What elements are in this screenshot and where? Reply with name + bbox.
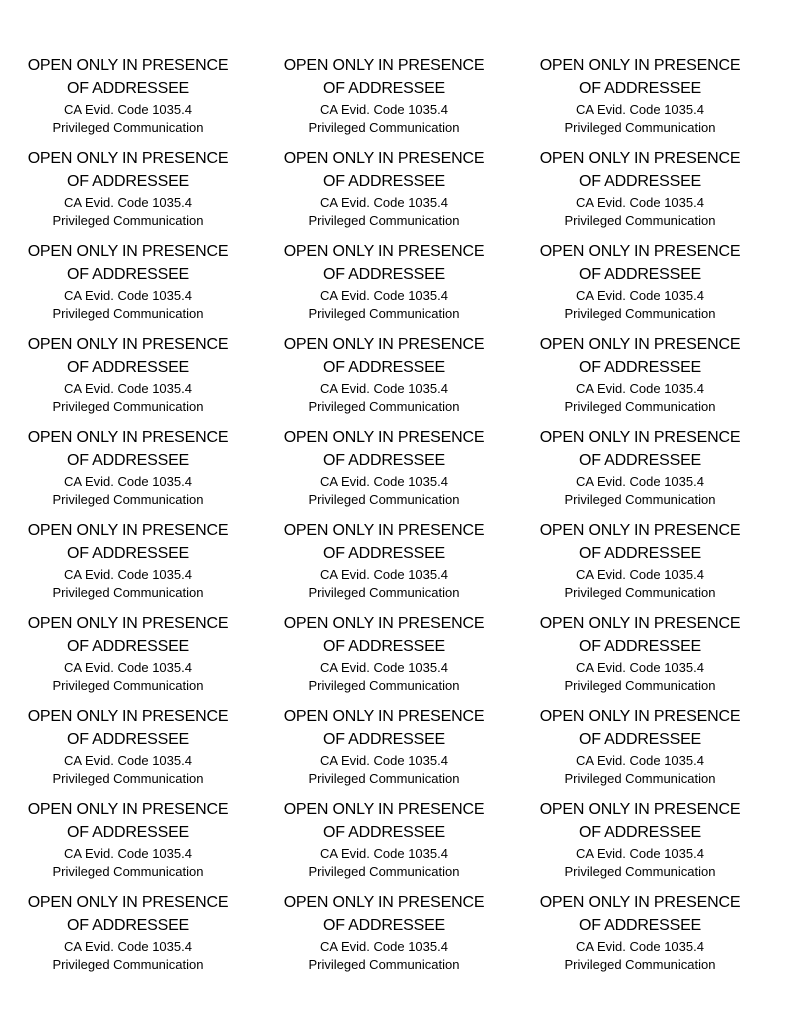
address-label: [256, 55, 512, 148]
label-line-addressee: OF ADDRESSEE: [578, 80, 702, 97]
label-line-evid-code: CA Evid. Code 1035.4: [64, 288, 192, 303]
address-label: [512, 334, 768, 427]
label-line-evid-code: CA Evid. Code 1035.4: [320, 102, 448, 117]
address-label: [512, 706, 768, 799]
label-line-addressee: OF ADDRESSEE: [578, 638, 702, 655]
label-line-addressee: OF ADDRESSEE: [578, 266, 702, 283]
label-line-privileged: Privileged Communication: [52, 585, 204, 600]
label-line-privileged: Privileged Communication: [52, 306, 204, 321]
label-line-addressee: OF ADDRESSEE: [66, 638, 190, 655]
label-line-privileged: Privileged Communication: [308, 864, 460, 879]
label-line-open-only: OPEN ONLY IN PRESENCE: [539, 57, 741, 74]
label-line-open-only: OPEN ONLY IN PRESENCE: [27, 57, 229, 74]
label-line-open-only: OPEN ONLY IN PRESENCE: [283, 615, 485, 632]
label-line-addressee: OF ADDRESSEE: [322, 173, 446, 190]
address-label: [512, 520, 768, 613]
address-label: [0, 334, 256, 427]
label-line-addressee: OF ADDRESSEE: [66, 824, 190, 841]
label-line-evid-code: CA Evid. Code 1035.4: [64, 567, 192, 582]
label-line-privileged: Privileged Communication: [52, 120, 204, 135]
address-label: [512, 892, 768, 985]
label-line-privileged: Privileged Communication: [308, 213, 460, 228]
label-line-evid-code: CA Evid. Code 1035.4: [64, 381, 192, 396]
label-line-open-only: OPEN ONLY IN PRESENCE: [27, 429, 229, 446]
address-label: [512, 148, 768, 241]
label-line-privileged: Privileged Communication: [564, 864, 716, 879]
label-line-open-only: OPEN ONLY IN PRESENCE: [283, 708, 485, 725]
label-line-evid-code: CA Evid. Code 1035.4: [320, 939, 448, 954]
label-line-addressee: OF ADDRESSEE: [578, 545, 702, 562]
address-label: [0, 241, 256, 334]
address-label: [0, 613, 256, 706]
label-line-evid-code: CA Evid. Code 1035.4: [64, 195, 192, 210]
label-line-privileged: Privileged Communication: [308, 678, 460, 693]
label-line-privileged: Privileged Communication: [52, 492, 204, 507]
label-line-addressee: OF ADDRESSEE: [66, 452, 190, 469]
label-line-privileged: Privileged Communication: [308, 306, 460, 321]
label-line-privileged: Privileged Communication: [52, 213, 204, 228]
label-line-evid-code: CA Evid. Code 1035.4: [576, 381, 704, 396]
label-line-addressee: OF ADDRESSEE: [322, 824, 446, 841]
address-label: [256, 148, 512, 241]
label-line-privileged: Privileged Communication: [308, 957, 460, 972]
label-line-evid-code: CA Evid. Code 1035.4: [576, 195, 704, 210]
label-line-privileged: Privileged Communication: [308, 399, 460, 414]
label-line-privileged: Privileged Communication: [564, 585, 716, 600]
label-line-addressee: OF ADDRESSEE: [66, 266, 190, 283]
address-label: [256, 892, 512, 985]
label-line-addressee: OF ADDRESSEE: [66, 545, 190, 562]
label-line-addressee: OF ADDRESSEE: [322, 731, 446, 748]
label-line-open-only: OPEN ONLY IN PRESENCE: [283, 522, 485, 539]
label-line-evid-code: CA Evid. Code 1035.4: [576, 939, 704, 954]
label-line-open-only: OPEN ONLY IN PRESENCE: [27, 708, 229, 725]
label-line-privileged: Privileged Communication: [564, 957, 716, 972]
label-line-privileged: Privileged Communication: [52, 771, 204, 786]
address-label: [512, 799, 768, 892]
label-line-addressee: OF ADDRESSEE: [66, 917, 190, 934]
address-label: [512, 55, 768, 148]
address-label: [256, 706, 512, 799]
label-line-addressee: OF ADDRESSEE: [578, 824, 702, 841]
label-line-evid-code: CA Evid. Code 1035.4: [64, 102, 192, 117]
label-line-open-only: OPEN ONLY IN PRESENCE: [539, 522, 741, 539]
label-line-evid-code: CA Evid. Code 1035.4: [320, 846, 448, 861]
label-line-privileged: Privileged Communication: [308, 492, 460, 507]
label-line-privileged: Privileged Communication: [308, 771, 460, 786]
address-label: [256, 427, 512, 520]
label-line-evid-code: CA Evid. Code 1035.4: [576, 660, 704, 675]
address-label: [0, 148, 256, 241]
label-line-addressee: OF ADDRESSEE: [322, 545, 446, 562]
label-line-privileged: Privileged Communication: [308, 585, 460, 600]
address-label: [256, 613, 512, 706]
label-line-evid-code: CA Evid. Code 1035.4: [320, 195, 448, 210]
label-line-privileged: Privileged Communication: [564, 306, 716, 321]
label-line-open-only: OPEN ONLY IN PRESENCE: [539, 429, 741, 446]
label-line-privileged: Privileged Communication: [52, 957, 204, 972]
label-line-addressee: OF ADDRESSEE: [322, 638, 446, 655]
address-label: [0, 427, 256, 520]
address-label: [0, 520, 256, 613]
label-line-evid-code: CA Evid. Code 1035.4: [576, 474, 704, 489]
label-line-open-only: OPEN ONLY IN PRESENCE: [539, 150, 741, 167]
label-line-addressee: OF ADDRESSEE: [578, 731, 702, 748]
label-line-privileged: Privileged Communication: [308, 120, 460, 135]
label-line-open-only: OPEN ONLY IN PRESENCE: [283, 243, 485, 260]
label-line-open-only: OPEN ONLY IN PRESENCE: [539, 243, 741, 260]
label-line-privileged: Privileged Communication: [564, 678, 716, 693]
label-line-evid-code: CA Evid. Code 1035.4: [576, 102, 704, 117]
label-line-open-only: OPEN ONLY IN PRESENCE: [27, 522, 229, 539]
label-line-evid-code: CA Evid. Code 1035.4: [576, 753, 704, 768]
label-line-open-only: OPEN ONLY IN PRESENCE: [283, 429, 485, 446]
label-line-privileged: Privileged Communication: [52, 399, 204, 414]
label-line-addressee: OF ADDRESSEE: [322, 452, 446, 469]
address-label: [256, 241, 512, 334]
label-line-evid-code: CA Evid. Code 1035.4: [320, 288, 448, 303]
label-line-privileged: Privileged Communication: [52, 678, 204, 693]
label-line-privileged: Privileged Communication: [564, 771, 716, 786]
address-label: [0, 706, 256, 799]
label-line-open-only: OPEN ONLY IN PRESENCE: [27, 894, 229, 911]
label-line-addressee: OF ADDRESSEE: [322, 266, 446, 283]
label-line-privileged: Privileged Communication: [52, 864, 204, 879]
label-line-open-only: OPEN ONLY IN PRESENCE: [539, 708, 741, 725]
address-label: [512, 241, 768, 334]
label-line-evid-code: CA Evid. Code 1035.4: [320, 474, 448, 489]
label-line-open-only: OPEN ONLY IN PRESENCE: [539, 894, 741, 911]
label-line-open-only: OPEN ONLY IN PRESENCE: [539, 801, 741, 818]
label-line-evid-code: CA Evid. Code 1035.4: [320, 567, 448, 582]
label-line-evid-code: CA Evid. Code 1035.4: [576, 288, 704, 303]
label-line-open-only: OPEN ONLY IN PRESENCE: [27, 801, 229, 818]
label-line-open-only: OPEN ONLY IN PRESENCE: [283, 894, 485, 911]
label-line-open-only: OPEN ONLY IN PRESENCE: [283, 801, 485, 818]
label-line-privileged: Privileged Communication: [564, 399, 716, 414]
label-line-evid-code: CA Evid. Code 1035.4: [320, 753, 448, 768]
label-line-addressee: OF ADDRESSEE: [578, 359, 702, 376]
label-line-evid-code: CA Evid. Code 1035.4: [64, 474, 192, 489]
label-line-evid-code: CA Evid. Code 1035.4: [320, 660, 448, 675]
label-line-evid-code: CA Evid. Code 1035.4: [320, 381, 448, 396]
address-label: [0, 799, 256, 892]
label-line-evid-code: CA Evid. Code 1035.4: [64, 846, 192, 861]
label-line-open-only: OPEN ONLY IN PRESENCE: [27, 150, 229, 167]
address-label: [512, 613, 768, 706]
label-grid: [0, 55, 791, 985]
label-line-open-only: OPEN ONLY IN PRESENCE: [539, 615, 741, 632]
address-label: [512, 427, 768, 520]
address-label: [256, 334, 512, 427]
label-line-addressee: OF ADDRESSEE: [66, 173, 190, 190]
label-line-addressee: OF ADDRESSEE: [66, 731, 190, 748]
label-line-addressee: OF ADDRESSEE: [322, 80, 446, 97]
label-line-privileged: Privileged Communication: [564, 213, 716, 228]
label-line-open-only: OPEN ONLY IN PRESENCE: [283, 57, 485, 74]
address-label: [256, 799, 512, 892]
label-line-addressee: OF ADDRESSEE: [578, 917, 702, 934]
label-line-addressee: OF ADDRESSEE: [66, 80, 190, 97]
address-label: [0, 892, 256, 985]
address-label: [256, 520, 512, 613]
label-line-privileged: Privileged Communication: [564, 492, 716, 507]
address-label: [0, 55, 256, 148]
label-line-evid-code: CA Evid. Code 1035.4: [576, 846, 704, 861]
label-line-open-only: OPEN ONLY IN PRESENCE: [27, 615, 229, 632]
label-line-addressee: OF ADDRESSEE: [322, 359, 446, 376]
label-line-evid-code: CA Evid. Code 1035.4: [64, 660, 192, 675]
label-line-evid-code: CA Evid. Code 1035.4: [64, 939, 192, 954]
label-line-open-only: OPEN ONLY IN PRESENCE: [539, 336, 741, 353]
label-line-addressee: OF ADDRESSEE: [322, 917, 446, 934]
label-line-open-only: OPEN ONLY IN PRESENCE: [27, 336, 229, 353]
label-line-evid-code: CA Evid. Code 1035.4: [64, 753, 192, 768]
label-line-open-only: OPEN ONLY IN PRESENCE: [283, 150, 485, 167]
label-line-addressee: OF ADDRESSEE: [578, 452, 702, 469]
label-line-evid-code: CA Evid. Code 1035.4: [576, 567, 704, 582]
label-line-addressee: OF ADDRESSEE: [578, 173, 702, 190]
label-line-privileged: Privileged Communication: [564, 120, 716, 135]
label-line-open-only: OPEN ONLY IN PRESENCE: [27, 243, 229, 260]
label-line-addressee: OF ADDRESSEE: [66, 359, 190, 376]
label-line-open-only: OPEN ONLY IN PRESENCE: [283, 336, 485, 353]
